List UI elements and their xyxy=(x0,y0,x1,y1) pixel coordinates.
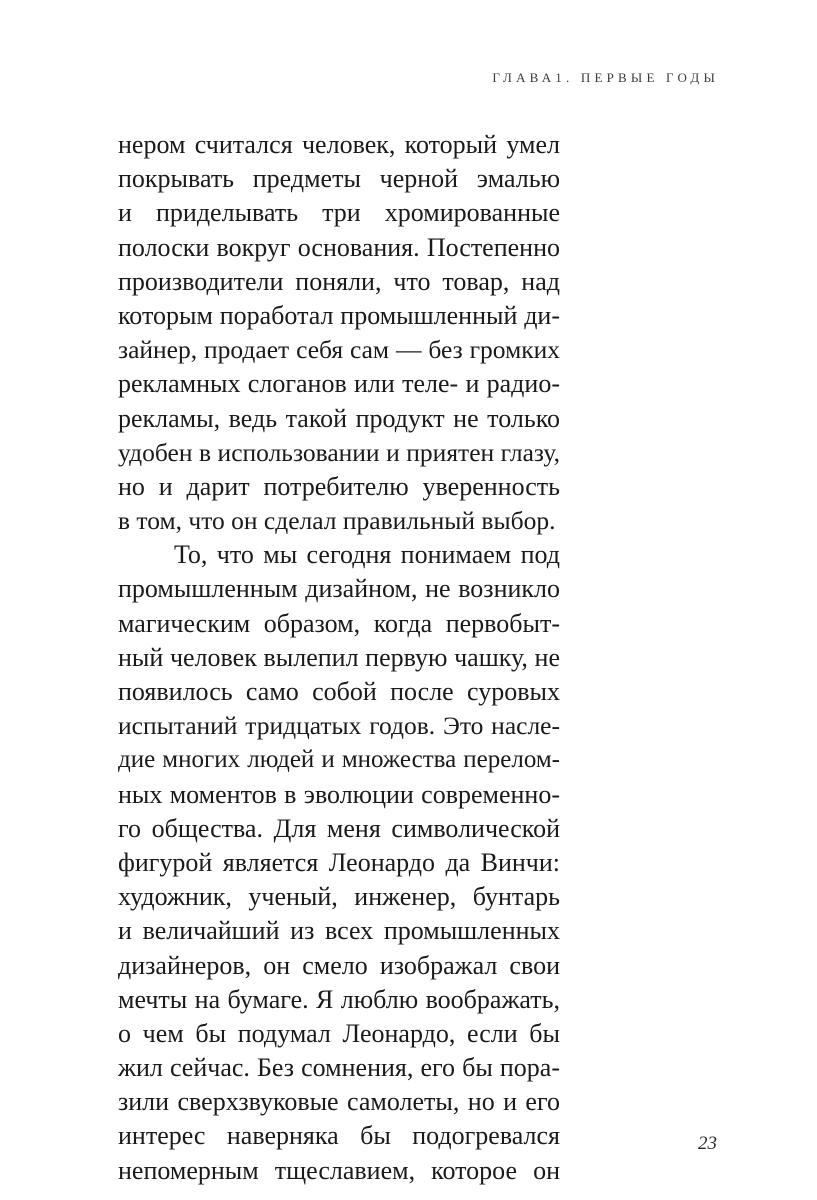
text-line: дизайнеров, он смело изображал свои xyxy=(118,950,560,980)
text-line: зайнер, продает себя сам — без громких xyxy=(118,335,560,365)
text-line: промышленным дизайном, не возникло xyxy=(118,574,560,604)
text-line: которым поработал промышленный ди- xyxy=(118,300,560,330)
text-line: полоски вокруг основания. Постепенно xyxy=(118,232,560,262)
text-line: покрывать предметы черной эмалью xyxy=(118,164,560,194)
text-line: фигурой является Леонардо да Винчи: xyxy=(118,847,560,877)
text-line: но и дарит потребителю уверенность xyxy=(118,471,560,501)
text-line: магическим образом, когда первобыт- xyxy=(118,608,560,638)
text-line: о чем бы подумал Леонардо, если бы xyxy=(118,1018,560,1048)
text-line: нером считался человек, который умел xyxy=(118,130,560,159)
text-line: интерес наверняка бы подогревался xyxy=(118,1121,560,1151)
text-line: го общества. Для меня символической xyxy=(118,813,560,843)
running-head: ГЛАВА1. ПЕРВЫЕ ГОДЫ xyxy=(492,70,719,85)
text-line: жил сейчас. Без сомнения, его бы пора- xyxy=(118,1053,560,1083)
text-line: ных моментов в эволюции современно- xyxy=(118,779,560,809)
text-line: художник, ученый, инженер, бунтарь xyxy=(118,882,560,912)
page-number: 23 xyxy=(698,1133,717,1154)
text-line: и величайший из всех промышленных xyxy=(118,916,560,946)
body-text xyxy=(118,128,560,1188)
text-line: мечты на бумаге. Я люблю воображать, xyxy=(118,984,560,1014)
text-line: непомерным тщеславием, которое он xyxy=(118,1155,560,1185)
text-line: дие многих людей и множества перелом- xyxy=(118,746,560,774)
text-line: удобен в использовании и приятен глазу, xyxy=(118,437,560,467)
text-line: производители поняли, что товар, над xyxy=(118,266,560,296)
text-line: в том, что он сделал правильный выбор. xyxy=(118,506,556,536)
text-line: рекламных слоганов или теле- и радио- xyxy=(118,369,560,399)
text-line: появилось само собой после суровых xyxy=(118,677,560,706)
text-line: зили сверхзвуковые самолеты, но и его xyxy=(118,1087,560,1117)
text-line: и приделывать три хромированные xyxy=(118,198,560,228)
text-line: ный человек вылепил первую чашку, не xyxy=(118,642,560,672)
text-line: испытаний тридцатых годов. Это насле- xyxy=(118,711,560,741)
paragraph-start-line: То, что мы сегодня понимаем под xyxy=(174,540,560,570)
text-line: рекламы, ведь такой продукт не только xyxy=(118,403,560,433)
